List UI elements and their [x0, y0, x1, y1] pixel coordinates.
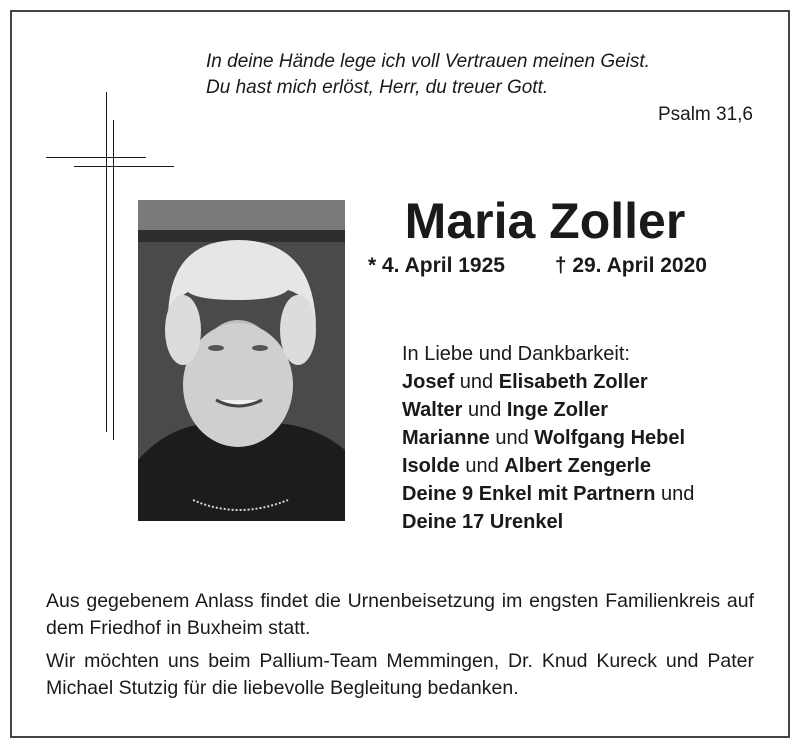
- mourner-join: und: [462, 399, 507, 421]
- cross-bar: [46, 157, 146, 158]
- cross-bar: [113, 120, 114, 440]
- mourner-name: Isolde: [402, 455, 460, 477]
- funeral-notice: [46, 588, 754, 702]
- mourner-line: [402, 424, 694, 452]
- notice-paragraph: Wir möchten uns beim Pallium-Team Memmingen, Dr. Knud Kureck und Pater Michael Stutzig für die liebevolle Begleitung bedanken.: [46, 650, 754, 699]
- mourner-line: [402, 368, 694, 396]
- mourner-join: und: [655, 483, 695, 505]
- mourner-name: Marianne: [402, 427, 490, 449]
- mourner-name: Inge Zoller: [506, 399, 608, 421]
- mourner-line: [402, 480, 694, 508]
- mourner-join: und: [459, 455, 505, 477]
- verse-line: In deine Hände lege ich voll Vertrauen meinen Geist.: [206, 51, 650, 72]
- mourner-join: und: [489, 427, 535, 449]
- mourner-name: Albert Zengerle: [504, 455, 651, 477]
- mourners-intro: In Liebe und Dankbarkeit:: [402, 343, 630, 365]
- verse-reference: Psalm 31,6: [657, 104, 753, 125]
- verse-line: Du hast mich erlöst, Herr, du treuer Gott.: [206, 77, 549, 98]
- mourner-join: und: [454, 371, 499, 393]
- mourner-name: Walter: [402, 399, 463, 421]
- bible-verse: [206, 49, 650, 101]
- mourner-name: Josef: [402, 371, 455, 393]
- portrait-illustration: [138, 200, 345, 521]
- notice-paragraph: Aus gegebenem Anlass findet die Urnenbeisetzung im engsten Familienkreis auf dem Friedhof in Buxheim statt.: [46, 590, 754, 639]
- mourner-line: [402, 452, 694, 480]
- mourner-line: [402, 396, 694, 424]
- mourner-name: Elisabeth Zoller: [498, 371, 648, 393]
- mourner-name: Deine 17 Urenkel: [402, 511, 564, 533]
- life-dates: [368, 254, 707, 278]
- birth-date: * 4. April 1925: [368, 254, 505, 277]
- portrait-photo: [138, 200, 345, 521]
- mourner-name: Deine 9 Enkel mit Partnern: [402, 483, 656, 505]
- cross-bar: [106, 92, 107, 432]
- mourners-list: [402, 340, 694, 536]
- deceased-name: Maria Zoller: [404, 193, 686, 249]
- mourner-line: [402, 508, 694, 536]
- death-date: † 29. April 2020: [554, 254, 707, 277]
- mourner-name: Wolfgang Hebel: [534, 427, 686, 449]
- cross-bar: [74, 166, 174, 167]
